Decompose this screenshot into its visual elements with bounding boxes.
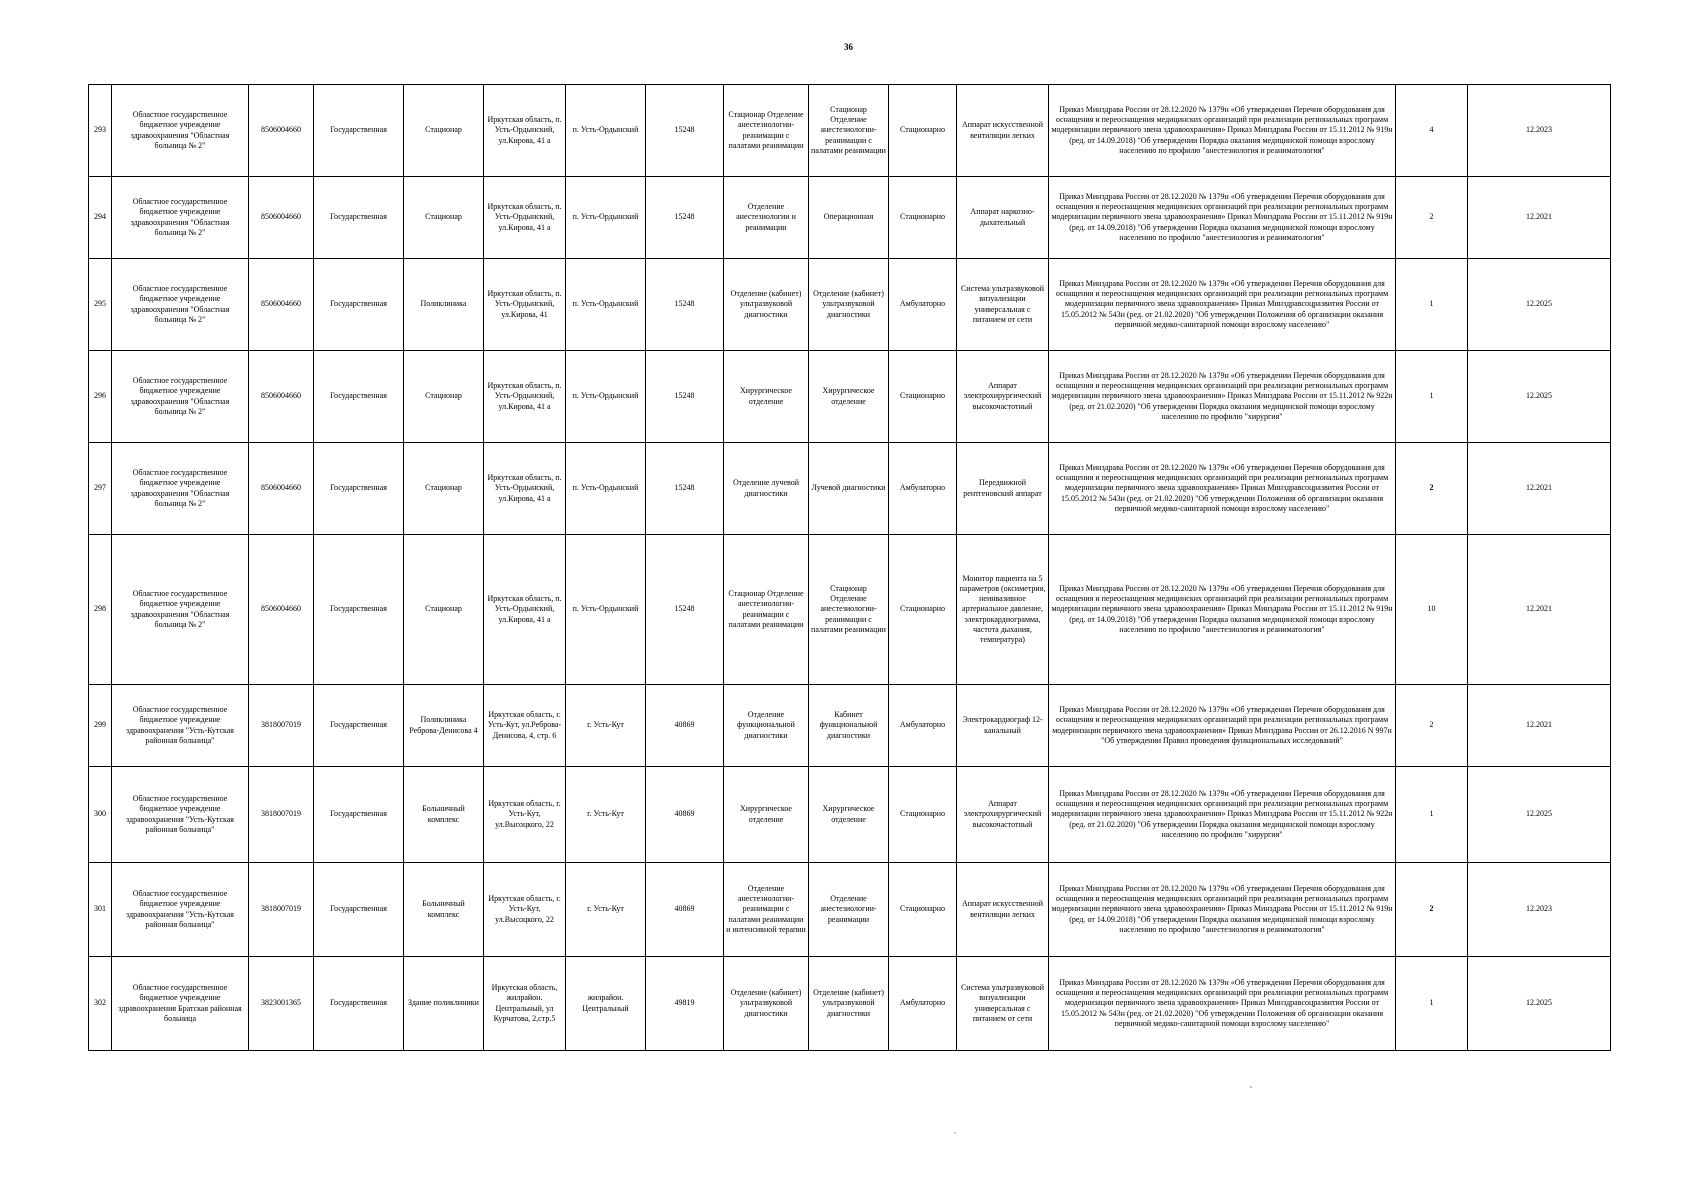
scan-speck xyxy=(1250,1086,1252,1088)
department: Хирургическое отделение xyxy=(724,767,809,863)
address: Иркутская область, п. Усть-Ордынский, ул.Кирова, 41 а xyxy=(484,443,566,535)
room: Операционная xyxy=(809,177,889,259)
room: Хирургическое отделение xyxy=(809,351,889,443)
room: Лучевой диагностики xyxy=(809,443,889,535)
row-number: 302 xyxy=(89,957,112,1051)
row-number: 293 xyxy=(89,85,112,177)
organization-name: Областное государственное бюджетное учреждение здравоохранения "Областная больница № 2" xyxy=(112,85,249,177)
inn: 8506004660 xyxy=(249,351,314,443)
address: Иркутская область, п. Усть-Ордынский, ул.Кирова, 41 а xyxy=(484,177,566,259)
inn: 8506004660 xyxy=(249,535,314,685)
table-row xyxy=(89,767,1611,863)
postcode: 15248 xyxy=(646,177,724,259)
address: Иркутская область, г. Усть-Кут, ул.Реброва-Денисова, 4, стр. 6 xyxy=(484,685,566,767)
building-type: Поликлиника xyxy=(404,259,484,351)
equipment: Система ультразвуковой визуализации универсальная с питанием от сети xyxy=(957,957,1049,1051)
address: Иркутская область, жилрайон. Центральный, ул Курчатова, 2,стр.5 xyxy=(484,957,566,1051)
row-number: 298 xyxy=(89,535,112,685)
legal-basis: Приказ Минздрава России от 28.12.2020 № 1379н «Об утверждении Перечня оборудования для оснащения и переоснащения медицинских организаций при реализации региональных программ модернизации первичного звена здравоохранения» Приказ Минздравсоцразвития России от 15.05.2012 № 543н (ред. от 21.02.2020) "Об утверждении Положения об организации оказания первичной медико-санитарной помощи взрослому населению" xyxy=(1049,443,1396,535)
room: Стационар Отделение анестезиологии-реанимации с палатами реанимации xyxy=(809,85,889,177)
department: Хирургическое отделение xyxy=(724,351,809,443)
quantity: 1 xyxy=(1396,351,1468,443)
equipment: Монитор пациента на 5 параметров (оксиметрия, неинвазивное артериальное давление, электрокардиограмма, частота дыхания, температура) xyxy=(957,535,1049,685)
equipment: Аппарат электрохирургический высокочастотный xyxy=(957,351,1049,443)
address: Иркутская область, п. Усть-Ордынский, ул.Кирова, 41 а xyxy=(484,351,566,443)
inn: 3818007019 xyxy=(249,767,314,863)
delivery-date: 12.2021 xyxy=(1468,685,1611,767)
equipment: Электрокардиограф 12-канальный xyxy=(957,685,1049,767)
room: Отделение (кабинет) ультразвуковой диагностики xyxy=(809,957,889,1051)
room: Кабинет функциональной диагностики xyxy=(809,685,889,767)
inn: 3823001365 xyxy=(249,957,314,1051)
inn: 8506004660 xyxy=(249,85,314,177)
settlement: жилрайон. Центральный xyxy=(566,957,646,1051)
ownership-form: Государственная xyxy=(314,443,404,535)
ownership-form: Государственная xyxy=(314,767,404,863)
address: Иркутская область, г. Усть-Кут, ул.Высоцкого, 22 xyxy=(484,767,566,863)
postcode: 40869 xyxy=(646,863,724,957)
organization-name: Областное государственное бюджетное учреждение здравоохранения "Усть-Кутская районная больница" xyxy=(112,767,249,863)
legal-basis: Приказ Минздрава России от 28.12.2020 № 1379н «Об утверждении Перечня оборудования для оснащения и переоснащения медицинских организаций при реализации региональных программ модернизации первичного звена здравоохранения» Приказ Минздравсоцразвития России от 15.05.2012 № 543н (ред. от 21.02.2020) "Об утверждении Положения об организации оказания первичной медико-санитарной помощи взрослому населению" xyxy=(1049,259,1396,351)
scan-speck xyxy=(954,1132,955,1133)
table-row xyxy=(89,351,1611,443)
equipment: Аппарат электрохирургический высокочастотный xyxy=(957,767,1049,863)
inn: 3818007019 xyxy=(249,863,314,957)
delivery-date: 12.2025 xyxy=(1468,351,1611,443)
care-form: Амбулаторно xyxy=(889,685,957,767)
delivery-date: 12.2023 xyxy=(1468,85,1611,177)
settlement: п. Усть-Ордынский xyxy=(566,443,646,535)
quantity: 10 xyxy=(1396,535,1468,685)
ownership-form: Государственная xyxy=(314,259,404,351)
postcode: 15248 xyxy=(646,351,724,443)
quantity: 2 xyxy=(1396,177,1468,259)
table-row xyxy=(89,443,1611,535)
row-number: 297 xyxy=(89,443,112,535)
building-type: Поликлиника Реброва-Денисова 4 xyxy=(404,685,484,767)
ownership-form: Государственная xyxy=(314,351,404,443)
delivery-date: 12.2023 xyxy=(1468,863,1611,957)
inn: 8506004660 xyxy=(249,177,314,259)
postcode: 15248 xyxy=(646,443,724,535)
address: Иркутская область, п. Усть-Ордынский, ул.Кирова, 41 а xyxy=(484,85,566,177)
settlement: г. Усть-Кут xyxy=(566,685,646,767)
equipment: Аппарат искусственной вентиляции легких xyxy=(957,85,1049,177)
department: Стационар Отделение анестезиологии-реанимации с палатами реанимации xyxy=(724,85,809,177)
care-form: Стационарно xyxy=(889,177,957,259)
care-form: Стационарно xyxy=(889,535,957,685)
row-number: 295 xyxy=(89,259,112,351)
department: Отделение анестезиологии-реанимации с палатами реанимации и интенсивной терапии xyxy=(724,863,809,957)
care-form: Амбулаторно xyxy=(889,443,957,535)
equipment: Аппарат наркозно-дыхательный xyxy=(957,177,1049,259)
postcode: 15248 xyxy=(646,259,724,351)
organization-name: Областное государственное бюджетное учреждение здравоохранения "Усть-Кутская районная больница" xyxy=(112,685,249,767)
settlement: п. Усть-Ордынский xyxy=(566,85,646,177)
quantity: 1 xyxy=(1396,259,1468,351)
row-number: 296 xyxy=(89,351,112,443)
department: Отделение анестезиологии и реанимации xyxy=(724,177,809,259)
row-number: 299 xyxy=(89,685,112,767)
care-form: Амбулаторно xyxy=(889,259,957,351)
equipment: Передвижной рентгеновский аппарат xyxy=(957,443,1049,535)
inn: 3818007019 xyxy=(249,685,314,767)
building-type: Стационар xyxy=(404,351,484,443)
quantity: 2 xyxy=(1396,863,1468,957)
legal-basis: Приказ Минздрава России от 28.12.2020 № 1379н «Об утверждении Перечня оборудования для оснащения и переоснащения медицинских организаций при реализации региональных программ модернизации первичного звена здравоохранения» Приказ Минздрава России от 15.11.2012 № 919н (ред. от 14.09.2018) "Об утверждении Порядка оказания медицинской помощи взрослому населению по профилю "анестезиология и реаниматология" xyxy=(1049,863,1396,957)
ownership-form: Государственная xyxy=(314,685,404,767)
postcode: 40869 xyxy=(646,767,724,863)
table-row xyxy=(89,177,1611,259)
row-number: 300 xyxy=(89,767,112,863)
row-number: 301 xyxy=(89,863,112,957)
postcode: 49819 xyxy=(646,957,724,1051)
legal-basis: Приказ Минздрава России от 28.12.2020 № 1379н «Об утверждении Перечня оборудования для оснащения и переоснащения медицинских организаций при реализации региональных программ модернизации первичного звена здравоохранения» Приказ Минздрава России от 26.12.2016 N 997н "Об утверждении Правил проведения функциональных исследований" xyxy=(1049,685,1396,767)
care-form: Амбулаторно xyxy=(889,957,957,1051)
legal-basis: Приказ Минздрава России от 28.12.2020 № 1379н «Об утверждении Перечня оборудования для оснащения и переоснащения медицинских организаций при реализации региональных программ модернизации первичного звена здравоохранения» Приказ Минздрава России от 15.11.2012 № 922н (ред. от 21.02.2020) "Об утверждении Порядка оказания медицинской помощи взрослому населению по профилю "хирургия" xyxy=(1049,351,1396,443)
settlement: п. Усть-Ордынский xyxy=(566,259,646,351)
equipment-register-table xyxy=(88,84,1611,1051)
delivery-date: 12.2025 xyxy=(1468,767,1611,863)
building-type: Больничный комплекс xyxy=(404,863,484,957)
delivery-date: 12.2025 xyxy=(1468,259,1611,351)
department: Отделение лучевой диагностики xyxy=(724,443,809,535)
building-type: Стационар xyxy=(404,85,484,177)
building-type: Стационар xyxy=(404,443,484,535)
care-form: Стационарно xyxy=(889,351,957,443)
ownership-form: Государственная xyxy=(314,85,404,177)
department: Отделение (кабинет) ультразвуковой диагностики xyxy=(724,259,809,351)
settlement: п. Усть-Ордынский xyxy=(566,351,646,443)
ownership-form: Государственная xyxy=(314,863,404,957)
address: Иркутская область, г. Усть-Кут, ул.Высоцкого, 22 xyxy=(484,863,566,957)
organization-name: Областное государственное бюджетное учреждение здравоохранения "Областная больница № 2" xyxy=(112,351,249,443)
department: Отделение (кабинет) ультразвуковой диагностики xyxy=(724,957,809,1051)
address: Иркутская область, п. Усть-Ордынский, ул.Кирова, 41 а xyxy=(484,535,566,685)
organization-name: Областное государственное бюджетное учреждение здравоохранения "Областная больница № 2" xyxy=(112,259,249,351)
department: Стационар Отделение анестезиологии-реанимации с палатами реанимации xyxy=(724,535,809,685)
building-type: Больничный комплекс xyxy=(404,767,484,863)
table-row xyxy=(89,685,1611,767)
equipment: Аппарат искусственной вентиляции легких xyxy=(957,863,1049,957)
settlement: г. Усть-Кут xyxy=(566,767,646,863)
legal-basis: Приказ Минздрава России от 28.12.2020 № 1379н «Об утверждении Перечня оборудования для оснащения и переоснащения медицинских организаций при реализации региональных программ модернизации первичного звена здравоохранения» Приказ Минздрава России от 15.11.2012 № 919н (ред. от 14.09.2018) "Об утверждении Порядка оказания медицинской помощи взрослому населению по профилю "анестезиология и реаниматология" xyxy=(1049,85,1396,177)
table-row xyxy=(89,535,1611,685)
delivery-date: 12.2021 xyxy=(1468,177,1611,259)
legal-basis: Приказ Минздрава России от 28.12.2020 № 1379н «Об утверждении Перечня оборудования для оснащения и переоснащения медицинских организаций при реализации региональных программ модернизации первичного звена здравоохранения» Приказ Минздравсоцразвития России от 15.05.2012 № 543н (ред. от 21.02.2020) "Об утверждении Положения об организации оказания первичной медико-санитарной помощи взрослому населению" xyxy=(1049,957,1396,1051)
delivery-date: 12.2021 xyxy=(1468,535,1611,685)
organization-name: Областное государственное бюджетное учреждение здравоохранения "Областная больница № 2" xyxy=(112,177,249,259)
legal-basis: Приказ Минздрава России от 28.12.2020 № 1379н «Об утверждении Перечня оборудования для оснащения и переоснащения медицинских организаций при реализации региональных программ модернизации первичного звена здравоохранения» Приказ Минздрава России от 15.11.2012 № 919н (ред. от 14.09.2018) "Об утверждении Порядка оказания медицинской помощи взрослому населению по профилю "анестезиология и реаниматология" xyxy=(1049,177,1396,259)
organization-name: Областное государственное бюджетное учреждение здравоохранения "Областная больница № 2" xyxy=(112,535,249,685)
department: Отделение функциональной диагностики xyxy=(724,685,809,767)
organization-name: Областное государственное бюджетное учреждение здравоохранения Братская районная больница xyxy=(112,957,249,1051)
delivery-date: 12.2021 xyxy=(1468,443,1611,535)
quantity: 4 xyxy=(1396,85,1468,177)
legal-basis: Приказ Минздрава России от 28.12.2020 № 1379н «Об утверждении Перечня оборудования для оснащения и переоснащения медицинских организаций при реализации региональных программ модернизации первичного звена здравоохранения» Приказ Минздрава России от 15.11.2012 № 922н (ред. от 21.02.2020) "Об утверждении Порядка оказания медицинской помощи взрослому населению по профилю "хирургия" xyxy=(1049,767,1396,863)
table-row xyxy=(89,259,1611,351)
legal-basis: Приказ Минздрава России от 28.12.2020 № 1379н «Об утверждении Перечня оборудования для оснащения и переоснащения медицинских организаций при реализации региональных программ модернизации первичного звена здравоохранения» Приказ Минздрава России от 15.11.2012 № 919н (ред. от 14.09.2018) "Об утверждении Порядка оказания медицинской помощи взрослому населению по профилю "анестезиология и реаниматология" xyxy=(1049,535,1396,685)
organization-name: Областное государственное бюджетное учреждение здравоохранения "Усть-Кутская районная больница" xyxy=(112,863,249,957)
room: Отделение анестезиологии-реанимации xyxy=(809,863,889,957)
row-number: 294 xyxy=(89,177,112,259)
ownership-form: Государственная xyxy=(314,957,404,1051)
postcode: 15248 xyxy=(646,85,724,177)
care-form: Стационарно xyxy=(889,767,957,863)
delivery-date: 12.2025 xyxy=(1468,957,1611,1051)
table-body xyxy=(89,85,1611,1051)
room: Хирургическое отделение xyxy=(809,767,889,863)
room: Отделение (кабинет) ультразвуковой диагностики xyxy=(809,259,889,351)
quantity: 1 xyxy=(1396,767,1468,863)
inn: 8506004660 xyxy=(249,443,314,535)
settlement: г. Усть-Кут xyxy=(566,863,646,957)
postcode: 40869 xyxy=(646,685,724,767)
inn: 8506004660 xyxy=(249,259,314,351)
table-row xyxy=(89,85,1611,177)
settlement: п. Усть-Ордынский xyxy=(566,535,646,685)
building-type: Здание поликлиники xyxy=(404,957,484,1051)
settlement: п. Усть-Ордынский xyxy=(566,177,646,259)
room: Стационар Отделение анестезиологии-реанимации с палатами реанимации xyxy=(809,535,889,685)
address: Иркутская область, п. Усть-Ордынский, ул.Кирова, 41 xyxy=(484,259,566,351)
page-number: 36 xyxy=(844,42,853,52)
organization-name: Областное государственное бюджетное учреждение здравоохранения "Областная больница № 2" xyxy=(112,443,249,535)
table-row xyxy=(89,863,1611,957)
postcode: 15248 xyxy=(646,535,724,685)
care-form: Стационарно xyxy=(889,85,957,177)
building-type: Стационар xyxy=(404,177,484,259)
ownership-form: Государственная xyxy=(314,535,404,685)
building-type: Стационар xyxy=(404,535,484,685)
quantity: 1 xyxy=(1396,957,1468,1051)
quantity: 2 xyxy=(1396,443,1468,535)
equipment: Система ультразвуковой визуализации универсальная с питанием от сети xyxy=(957,259,1049,351)
care-form: Стационарно xyxy=(889,863,957,957)
ownership-form: Государственная xyxy=(314,177,404,259)
quantity: 2 xyxy=(1396,685,1468,767)
table-row xyxy=(89,957,1611,1051)
